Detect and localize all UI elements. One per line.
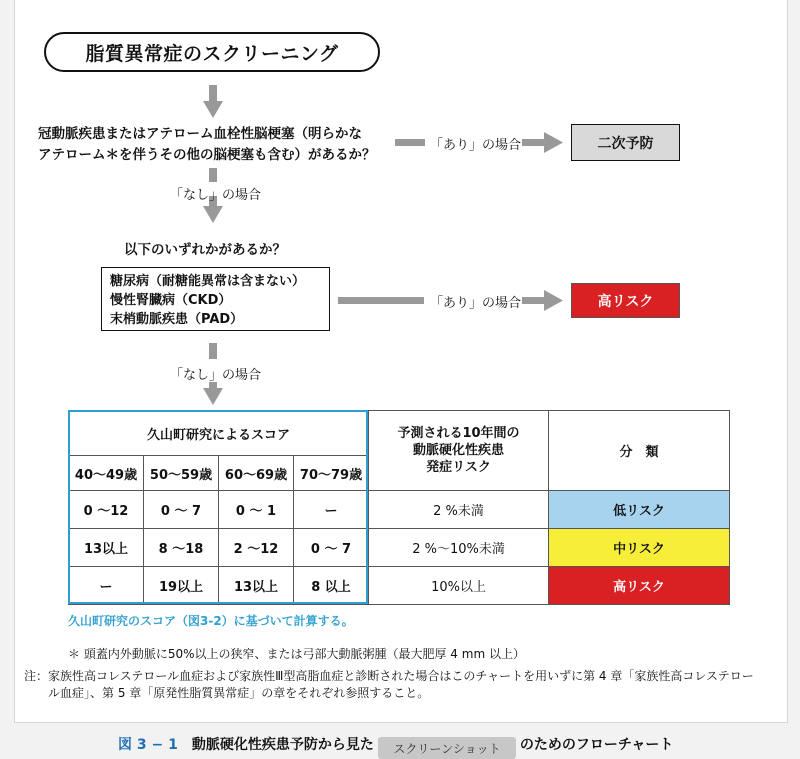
question-1 <box>38 124 376 166</box>
age-header: 50〜59歳 <box>144 456 219 491</box>
risk-cell: 2 %〜10%未満 <box>369 529 549 567</box>
score-cell: 0 〜 7 <box>144 491 219 529</box>
high-risk-box: 高リスク <box>571 283 680 318</box>
score-cell: 0 〜 7 <box>294 529 369 567</box>
score-cell: 8 以上 <box>294 567 369 605</box>
score-cell: 13以上 <box>69 529 144 567</box>
condition-item: 末梢動脈疾患（PAD） <box>110 312 244 327</box>
secondary-prevention-box: 二次予防 <box>571 124 680 161</box>
caption-text-before: 動脈硬化性疾患予防から見た <box>191 737 374 753</box>
risk-header-line: 予測される10年間の <box>397 426 520 441</box>
footnote-line-1: 注：家族性高コレステロール血症および家族性Ⅲ型高脂血症と診断された場合はこのチャートを用いずに第 4 章「家族性高コレステロー <box>24 669 754 683</box>
table-row <box>69 567 730 605</box>
yes-label-2: 「あり」の場合 <box>430 296 522 311</box>
score-cell: 0 〜12 <box>69 491 144 529</box>
risk-cell: 10%以上 <box>369 567 549 605</box>
figure-number: 図 3 − 1 <box>118 737 178 753</box>
yes-label-1: 「あり」の場合 <box>430 138 522 153</box>
risk-cell: 2 %未満 <box>369 491 549 529</box>
question-1-line-2: アテローム＊を伴うその他の脳梗塞も含む）があるか？ <box>38 147 376 163</box>
footnote <box>24 668 780 702</box>
age-header: 40〜49歳 <box>69 456 144 491</box>
flowchart-title: 脂質異常症のスクリーニング <box>44 32 380 72</box>
score-cell: 8 〜18 <box>144 529 219 567</box>
screenshot-tooltip: スクリーンショット <box>378 737 516 759</box>
score-header: 久山町研究によるスコア <box>69 411 369 456</box>
no-label-1: 「なし」の場合 <box>170 188 262 203</box>
conditions-box <box>101 267 330 331</box>
risk-header <box>369 411 549 491</box>
class-cell-mid: 中リスク <box>549 529 730 567</box>
arrow-down-1 <box>203 85 223 118</box>
score-cell: 13以上 <box>219 567 294 605</box>
score-cell: 0 〜 1 <box>219 491 294 529</box>
score-cell: ー <box>69 567 144 605</box>
risk-score-table <box>68 410 730 605</box>
caption-text-after: のためのフローチャート <box>519 737 674 753</box>
class-cell-high: 高リスク <box>549 567 730 605</box>
age-header: 60〜69歳 <box>219 456 294 491</box>
condition-item: 糖尿病（耐糖能異常は含まない） <box>110 274 306 289</box>
score-cell: 19以上 <box>144 567 219 605</box>
score-cell: 2 〜12 <box>219 529 294 567</box>
asterisk-note: ＊ 頭蓋内外動脈に50%以上の狭窄、または弓部大動脈粥腫（最大肥厚 4 mm 以上） <box>68 647 525 661</box>
question-1-line-1: 冠動脈疾患またはアテローム血栓性脳梗塞（明らかな <box>38 126 362 142</box>
class-cell-low: 低リスク <box>549 491 730 529</box>
risk-header-line: 発症リスク <box>426 460 491 475</box>
question-2: 以下のいずれかがあるか？ <box>124 242 286 258</box>
table-row <box>69 529 730 567</box>
condition-item: 慢性腎臓病（CKD） <box>110 293 232 308</box>
calculation-note: 久山町研究のスコア（図3-2）に基づいて計算する。 <box>68 614 354 628</box>
score-cell: ー <box>294 491 369 529</box>
table-row <box>69 491 730 529</box>
age-header: 70〜79歳 <box>294 456 369 491</box>
footnote-line-2: ル血症」、第 5 章「原発性脂質異常症」の章をそれぞれ参照すること。 <box>48 686 430 700</box>
class-header: 分 類 <box>549 411 730 491</box>
risk-header-line: 動脈硬化性疾患 <box>413 443 505 458</box>
no-label-2: 「なし」の場合 <box>170 368 262 383</box>
